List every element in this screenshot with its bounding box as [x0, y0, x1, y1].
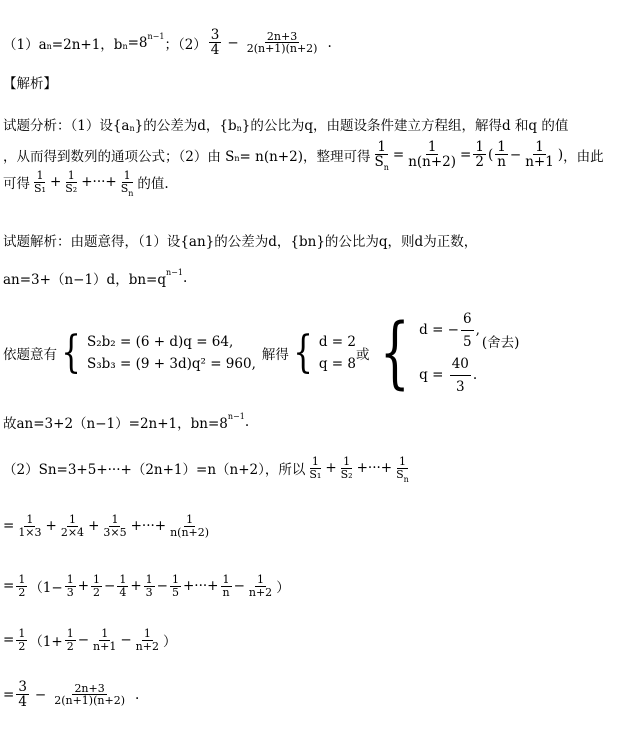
derivation-row-4: = $\frac{3}{4}$ − $\frac{2n+3}{2(n+1)(n+2)}$ . [3, 679, 140, 711]
solution-text-5: （2）Sn=3+5+···+（2n+1）=n（n+2），所以 [3, 462, 306, 479]
analysis-text-1b: }的公差为d，{b [134, 118, 237, 134]
analysis-text-3b: 的值. [137, 176, 169, 193]
analysis-line-1: 试题分析：（1）设{a n }的公差为d，{b n }的公比为q，由题设条件建立方程组，解得d 和q 的值 [3, 114, 568, 134]
answer-part3: =8 [127, 34, 148, 51]
answer-fraction-1: 3 4 [210, 27, 220, 59]
frac-1-S1: 1 S₁ [34, 169, 46, 195]
system-b: { d = 2 q = 8 [293, 327, 356, 378]
derivation-row-2: = $\frac{1}{2}$ （1− $\frac{1}{3}$ + $\frac{1}{2}$ − $\frac{1}{4}$ + $\frac{1}{3}$ − $\frac{1}{5}$ +···+ $\frac{1}{n}$ − $\frac{1}{n+2}$ ） [3, 573, 290, 599]
solution-text-4: 故an=3+2（n−1）=2n+1，bn=8 [3, 416, 228, 432]
answer-part1: （1）a [3, 36, 47, 53]
answer-minus: − [227, 34, 239, 51]
solution-text-2: an=3+（n−1）d，bn=q [3, 272, 166, 288]
analysis-text-2b: = n(n+2)，整理可得 [239, 148, 371, 165]
an-subscript: n [46, 42, 52, 52]
analysis-text-3a: 可得 [3, 176, 30, 193]
frac-1-over-n-n2: $\frac{1}{n(n+2)}$ [408, 139, 457, 171]
bn-subscript: n [122, 42, 128, 52]
answer-period: . [327, 34, 332, 51]
frac-half: $\frac{1}{2}$ [475, 139, 484, 171]
jiexi-label: 【解析】 [3, 76, 57, 92]
answer-line [3, 28, 332, 57]
answer-part2: =2n+1，b [51, 36, 123, 53]
or-label: 或 [356, 347, 370, 363]
analysis-line-2: ，从而得到数列的通项公式；（2）由 S n = n(n+2)，整理可得 $\frac{1}{S_n}$ = $\frac{1}{n(n+2)}$ = $\frac{1}{2}$ ( 1 n − $\frac{1}{n+1}$ ) ，由此 [3, 139, 604, 173]
solution-line-5: （2）Sn=3+5+···+（2n+1）=n（n+2），所以 1 S₁ + $\frac{1}{\text{S₂}}$ +···+ $\frac{1}{S_n}$ [3, 455, 409, 484]
analysis-text-2c: ，由此 [563, 148, 604, 165]
solution-line-1 [3, 230, 477, 250]
derivation-row-3: = $\frac{1}{2}$ （1+ $\frac{1}{2}$ − $\frac{1}{n+1}$ − $\frac{1}{n+2}$ ） [3, 627, 177, 653]
frac-1-Sn: $\frac{1}{S_n}$ [120, 169, 134, 198]
frac-1-over-Sn: $\frac{1}{S_n}$ [374, 139, 389, 173]
frac-1-over-n1: $\frac{1}{n+1}$ [525, 139, 554, 171]
frac-1-over-n: 1 n [497, 139, 506, 171]
system-a: { S₂b₂ = (6 + d)q = 64, S₃b₃ = (9 + 3d)q² = 960, [61, 327, 256, 378]
analysis-text-1a: 试题分析：（1）设{a [3, 118, 130, 134]
solution-line-4: 故an=3+2（n−1）=2n+1，bn=8 n−1 . [3, 411, 250, 432]
analysis-text-1c: }的公比为q，由题设条件建立方程组，解得d 和q 的值 [241, 118, 569, 134]
analysis-text-2a: ，从而得到数列的通项公式；（2）由 S [3, 148, 235, 165]
analysis-line-3: 可得 1 S₁ + $\frac{1}{\text{S₂}}$ +···+ $\frac{1}{S_n}$ 的值. [3, 169, 169, 198]
frac-1-S2: $\frac{1}{\text{S₂}}$ [65, 169, 78, 195]
answer-part4: ；（2） [164, 36, 207, 53]
derivation-row-1: = $\frac{1}{1\times 3}$ + $\frac{1}{2\times 4}$ + $\frac{1}{3\times 5}$ +···+ $\frac{1}{n(n+2)}$ [3, 513, 210, 539]
solution-text-3: 依题意有 [3, 347, 57, 363]
system-c: { d = − $\frac{6}{5}$ , q = $\frac{40}{3}$ . [379, 308, 480, 398]
answer-fraction-2: $\frac{2n+3}{2(n+1)(n+2)}$ [246, 29, 318, 56]
solution-exp-4: n−1 [227, 411, 245, 421]
solve-label: 解得 [261, 347, 289, 363]
equation-system-line [3, 308, 519, 398]
solution-line-2: an=3+（n−1）d，bn=q n−1 . [3, 267, 188, 288]
solution-text-1: 试题解析：由题意得，（1）设{an}的公差为d，{bn}的公比为q，则d为正数， [3, 234, 478, 250]
discard-note: (舍去) [481, 335, 520, 351]
answer-exponent: n−1 [147, 32, 165, 42]
jiexi-heading [3, 72, 57, 92]
solution-exp-2: n−1 [165, 267, 183, 277]
